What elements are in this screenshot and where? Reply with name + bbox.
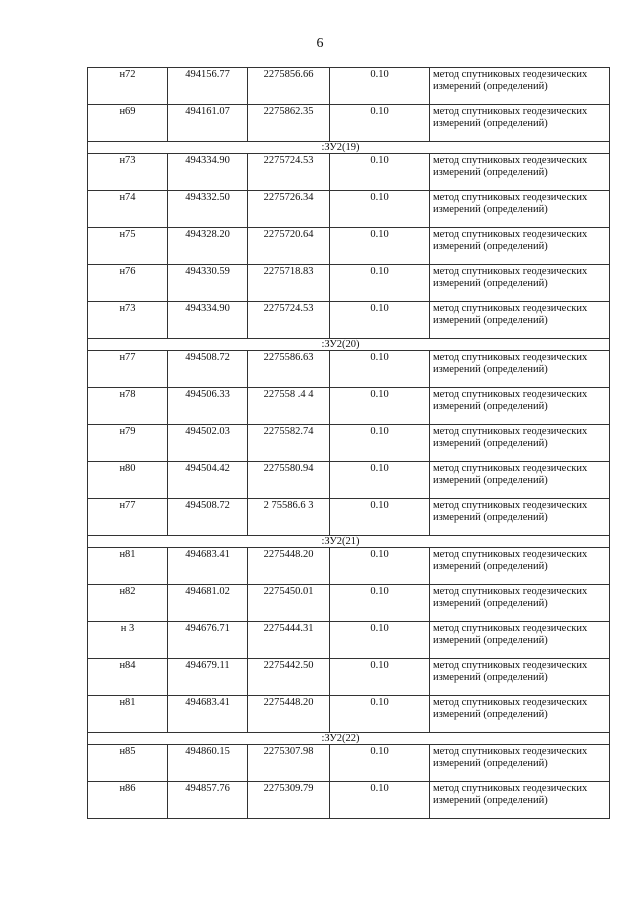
table-row bbox=[88, 585, 610, 622]
x-coordinate-cell: 494683.41 bbox=[168, 696, 248, 733]
x-coordinate-cell: 494156.77 bbox=[168, 68, 248, 105]
point-cell: н78 bbox=[88, 388, 168, 425]
y-coordinate-cell: 2275450.01 bbox=[248, 585, 330, 622]
y-coordinate-cell: 2275726.34 bbox=[248, 191, 330, 228]
method-cell: метод спутниковых геодезических измерений (определений) bbox=[430, 745, 610, 782]
x-coordinate-cell: 494681.02 bbox=[168, 585, 248, 622]
section-label: :ЗУ2(22) bbox=[321, 733, 360, 744]
section-header-cell bbox=[88, 536, 610, 548]
table-row bbox=[88, 265, 610, 302]
x-coordinate-cell: 494860.15 bbox=[168, 745, 248, 782]
section-header-cell bbox=[88, 733, 610, 745]
section-header-row bbox=[88, 339, 610, 351]
table-row bbox=[88, 499, 610, 536]
table-row bbox=[88, 548, 610, 585]
method-cell: метод спутниковых геодезических измерений (определений) bbox=[430, 622, 610, 659]
table-row bbox=[88, 425, 610, 462]
y-coordinate-cell: 2275724.53 bbox=[248, 154, 330, 191]
x-coordinate-cell: 494676.71 bbox=[168, 622, 248, 659]
y-coordinate-cell: 2275856.66 bbox=[248, 68, 330, 105]
error-cell: 0.10 bbox=[330, 154, 430, 191]
x-coordinate-cell: 494328.20 bbox=[168, 228, 248, 265]
point-cell: н 3 bbox=[88, 622, 168, 659]
x-coordinate-cell: 494508.72 bbox=[168, 351, 248, 388]
table-row bbox=[88, 745, 610, 782]
x-coordinate-cell: 494506.33 bbox=[168, 388, 248, 425]
point-cell: н69 bbox=[88, 105, 168, 142]
error-cell: 0.10 bbox=[330, 585, 430, 622]
table-row bbox=[88, 302, 610, 339]
point-cell: н74 bbox=[88, 191, 168, 228]
point-cell: н84 bbox=[88, 659, 168, 696]
method-cell: метод спутниковых геодезических измерений (определений) bbox=[430, 154, 610, 191]
section-header-row bbox=[88, 733, 610, 745]
error-cell: 0.10 bbox=[330, 265, 430, 302]
table-row bbox=[88, 68, 610, 105]
section-header-cell bbox=[88, 339, 610, 351]
y-coordinate-cell: 2275309.79 bbox=[248, 782, 330, 819]
x-coordinate-cell: 494679.11 bbox=[168, 659, 248, 696]
section-header-cell bbox=[88, 142, 610, 154]
point-cell: н72 bbox=[88, 68, 168, 105]
method-cell: метод спутниковых геодезических измерений (определений) bbox=[430, 425, 610, 462]
point-cell: н79 bbox=[88, 425, 168, 462]
table-row bbox=[88, 622, 610, 659]
point-cell: н77 bbox=[88, 499, 168, 536]
method-cell: метод спутниковых геодезических измерений (определений) bbox=[430, 548, 610, 585]
error-cell: 0.10 bbox=[330, 462, 430, 499]
y-coordinate-cell: 2 75586.6 3 bbox=[248, 499, 330, 536]
section-header-row bbox=[88, 536, 610, 548]
method-cell: метод спутниковых геодезических измерений (определений) bbox=[430, 696, 610, 733]
error-cell: 0.10 bbox=[330, 105, 430, 142]
point-cell: н73 bbox=[88, 302, 168, 339]
table-row bbox=[88, 105, 610, 142]
section-label: :ЗУ2(20) bbox=[321, 339, 360, 350]
section-label: :ЗУ2(19) bbox=[321, 142, 360, 153]
y-coordinate-cell: 2275448.20 bbox=[248, 548, 330, 585]
table-row bbox=[88, 351, 610, 388]
y-coordinate-cell: 2275580.94 bbox=[248, 462, 330, 499]
error-cell: 0.10 bbox=[330, 191, 430, 228]
x-coordinate-cell: 494334.90 bbox=[168, 302, 248, 339]
method-cell: метод спутниковых геодезических измерений (определений) bbox=[430, 302, 610, 339]
error-cell: 0.10 bbox=[330, 68, 430, 105]
method-cell: метод спутниковых геодезических измерений (определений) bbox=[430, 782, 610, 819]
error-cell: 0.10 bbox=[330, 499, 430, 536]
y-coordinate-cell: 2275448.20 bbox=[248, 696, 330, 733]
method-cell: метод спутниковых геодезических измерений (определений) bbox=[430, 659, 610, 696]
error-cell: 0.10 bbox=[330, 745, 430, 782]
x-coordinate-cell: 494161.07 bbox=[168, 105, 248, 142]
y-coordinate-cell: 2275442.50 bbox=[248, 659, 330, 696]
error-cell: 0.10 bbox=[330, 548, 430, 585]
method-cell: метод спутниковых геодезических измерений (определений) bbox=[430, 351, 610, 388]
table-row bbox=[88, 388, 610, 425]
method-cell: метод спутниковых геодезических измерений (определений) bbox=[430, 388, 610, 425]
method-cell: метод спутниковых геодезических измерений (определений) bbox=[430, 265, 610, 302]
point-cell: н85 bbox=[88, 745, 168, 782]
x-coordinate-cell: 494683.41 bbox=[168, 548, 248, 585]
error-cell: 0.10 bbox=[330, 228, 430, 265]
error-cell: 0.10 bbox=[330, 351, 430, 388]
table-row bbox=[88, 462, 610, 499]
x-coordinate-cell: 494334.90 bbox=[168, 154, 248, 191]
error-cell: 0.10 bbox=[330, 622, 430, 659]
point-cell: н80 bbox=[88, 462, 168, 499]
error-cell: 0.10 bbox=[330, 659, 430, 696]
y-coordinate-cell: 2275724.53 bbox=[248, 302, 330, 339]
method-cell: метод спутниковых геодезических измерений (определений) bbox=[430, 585, 610, 622]
y-coordinate-cell: 2275582.74 bbox=[248, 425, 330, 462]
x-coordinate-cell: 494330.59 bbox=[168, 265, 248, 302]
error-cell: 0.10 bbox=[330, 388, 430, 425]
coordinates-table bbox=[87, 67, 610, 819]
x-coordinate-cell: 494504.42 bbox=[168, 462, 248, 499]
error-cell: 0.10 bbox=[330, 696, 430, 733]
point-cell: н81 bbox=[88, 696, 168, 733]
coordinates-table-body bbox=[88, 68, 610, 819]
point-cell: н77 bbox=[88, 351, 168, 388]
y-coordinate-cell: 2275718.83 bbox=[248, 265, 330, 302]
x-coordinate-cell: 494857.76 bbox=[168, 782, 248, 819]
method-cell: метод спутниковых геодезических измерений (определений) bbox=[430, 462, 610, 499]
table-row bbox=[88, 782, 610, 819]
y-coordinate-cell: 2275720.64 bbox=[248, 228, 330, 265]
point-cell: н76 bbox=[88, 265, 168, 302]
method-cell: метод спутниковых геодезических измерений (определений) bbox=[430, 191, 610, 228]
table-row bbox=[88, 228, 610, 265]
method-cell: метод спутниковых геодезических измерений (определений) bbox=[430, 499, 610, 536]
x-coordinate-cell: 494508.72 bbox=[168, 499, 248, 536]
x-coordinate-cell: 494502.03 bbox=[168, 425, 248, 462]
point-cell: н75 bbox=[88, 228, 168, 265]
method-cell: метод спутниковых геодезических измерений (определений) bbox=[430, 68, 610, 105]
y-coordinate-cell: 2275444.31 bbox=[248, 622, 330, 659]
error-cell: 0.10 bbox=[330, 782, 430, 819]
error-cell: 0.10 bbox=[330, 302, 430, 339]
x-coordinate-cell: 494332.50 bbox=[168, 191, 248, 228]
section-label: :ЗУ2(21) bbox=[321, 536, 360, 547]
table-row bbox=[88, 154, 610, 191]
method-cell: метод спутниковых геодезических измерений (определений) bbox=[430, 228, 610, 265]
table-row bbox=[88, 659, 610, 696]
y-coordinate-cell: 227558 .4 4 bbox=[248, 388, 330, 425]
method-cell: метод спутниковых геодезических измерений (определений) bbox=[430, 105, 610, 142]
point-cell: н82 bbox=[88, 585, 168, 622]
y-coordinate-cell: 2275307.98 bbox=[248, 745, 330, 782]
y-coordinate-cell: 2275862.35 bbox=[248, 105, 330, 142]
section-header-row bbox=[88, 142, 610, 154]
y-coordinate-cell: 2275586.63 bbox=[248, 351, 330, 388]
error-cell: 0.10 bbox=[330, 425, 430, 462]
page-number: 6 bbox=[316, 36, 324, 51]
table-row bbox=[88, 191, 610, 228]
point-cell: н73 bbox=[88, 154, 168, 191]
table-row bbox=[88, 696, 610, 733]
point-cell: н86 bbox=[88, 782, 168, 819]
point-cell: н81 bbox=[88, 548, 168, 585]
